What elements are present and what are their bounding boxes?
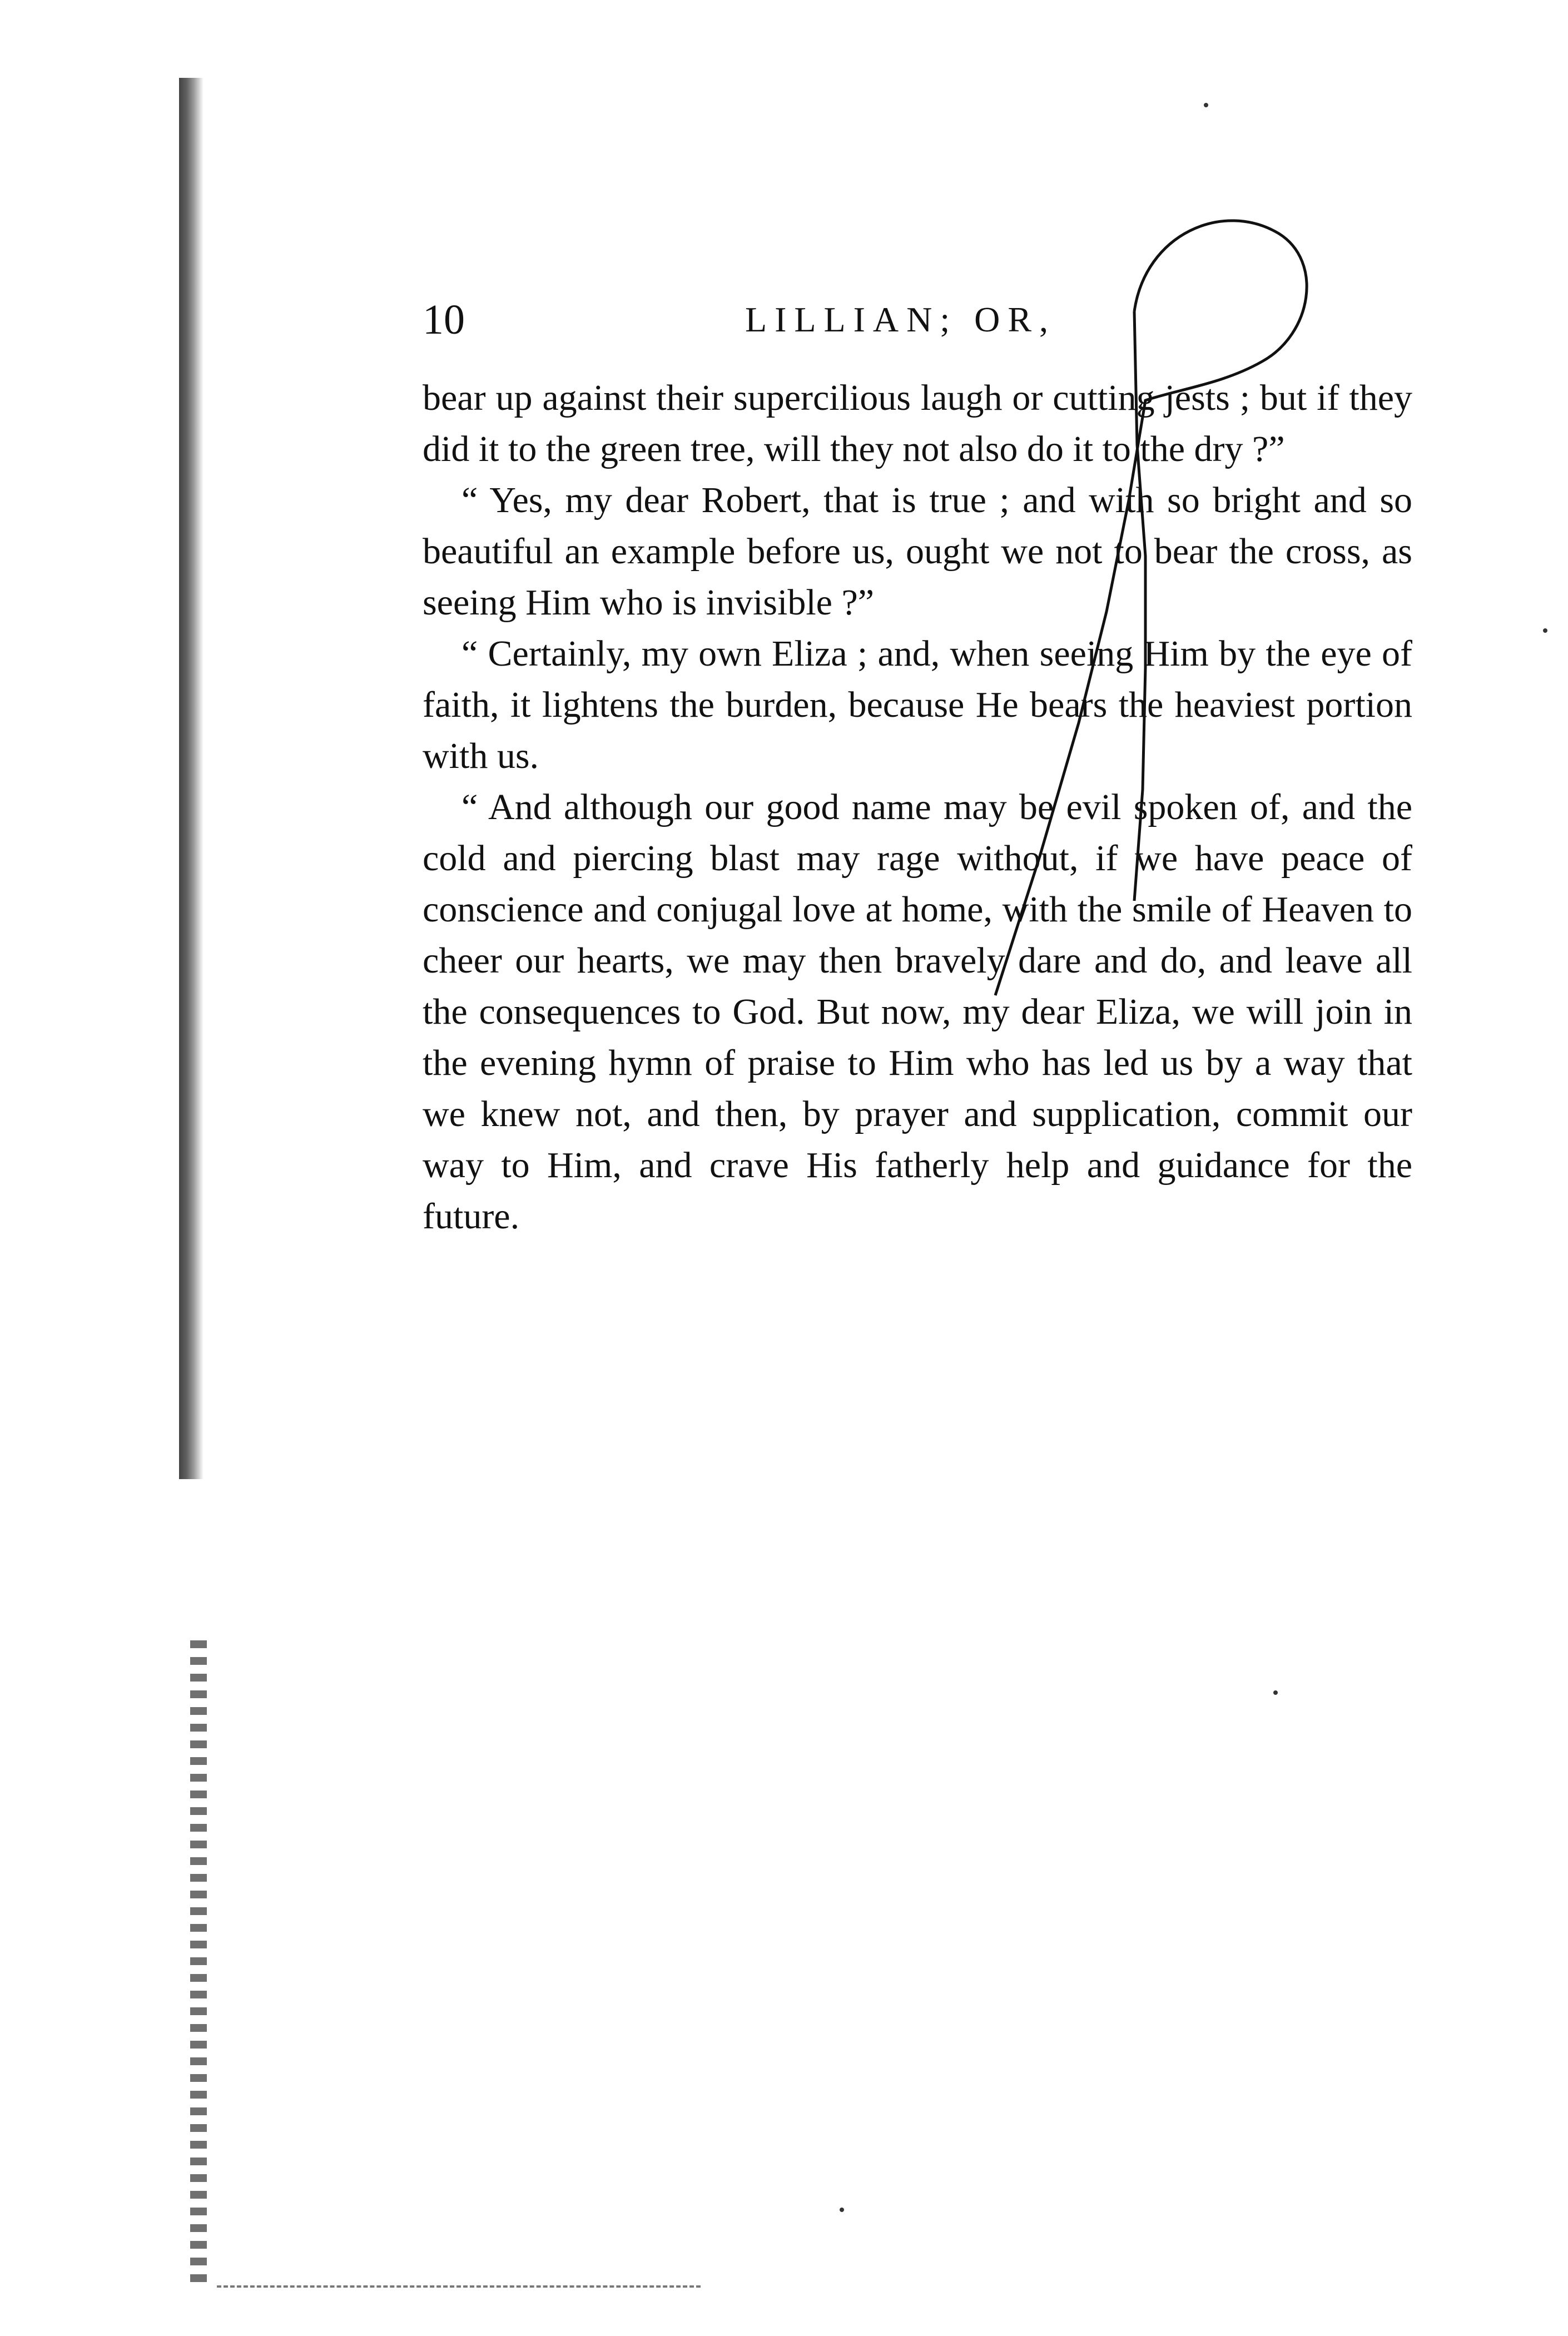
bottom-rule — [217, 2285, 701, 2288]
ink-speck — [1273, 1690, 1278, 1695]
binding-edge-lower — [190, 1640, 207, 2285]
ink-speck — [840, 2208, 844, 2212]
ink-speck — [1204, 103, 1208, 107]
paragraph-2: “ Yes, my dear Robert, that is true ; and with so bright and so beautiful an example before us, ought we not to bear the cross, as seeing Him who is invisible ?” — [423, 480, 1412, 623]
binding-edge — [179, 78, 204, 1479]
page-header — [423, 289, 1412, 350]
page-number: 10 — [423, 296, 465, 343]
paragraph-3: “ Certainly, my own Eliza ; and, when seeing Him by the eye of faith, it lightens the burden, because He bears the heaviest portion with us. — [423, 633, 1412, 776]
paragraph-1: bear up against their supercilious laugh or cutting jests ; but if they did it to the green tree, will they not also do it to the dry ?” — [423, 378, 1412, 469]
body-text — [423, 373, 1412, 1242]
running-head: LILLIAN; OR, — [745, 300, 1056, 339]
paragraph-4: “ And although our good name may be evil spoken of, and the cold and piercing blast may rage without, if we have peace of conscience and conjugal love at home, with the smile of Heaven to cheer our hearts, we may then bravely dare and do, and leave all the consequences to God. But now, my dear Eliza, we will join in the evening hymn of praise to Him who has led us by a way that we knew not, and then, by prayer and supplication, commit our way to Him, and crave His fatherly help and guidance for the future. — [423, 787, 1412, 1237]
ink-speck — [1543, 628, 1547, 633]
